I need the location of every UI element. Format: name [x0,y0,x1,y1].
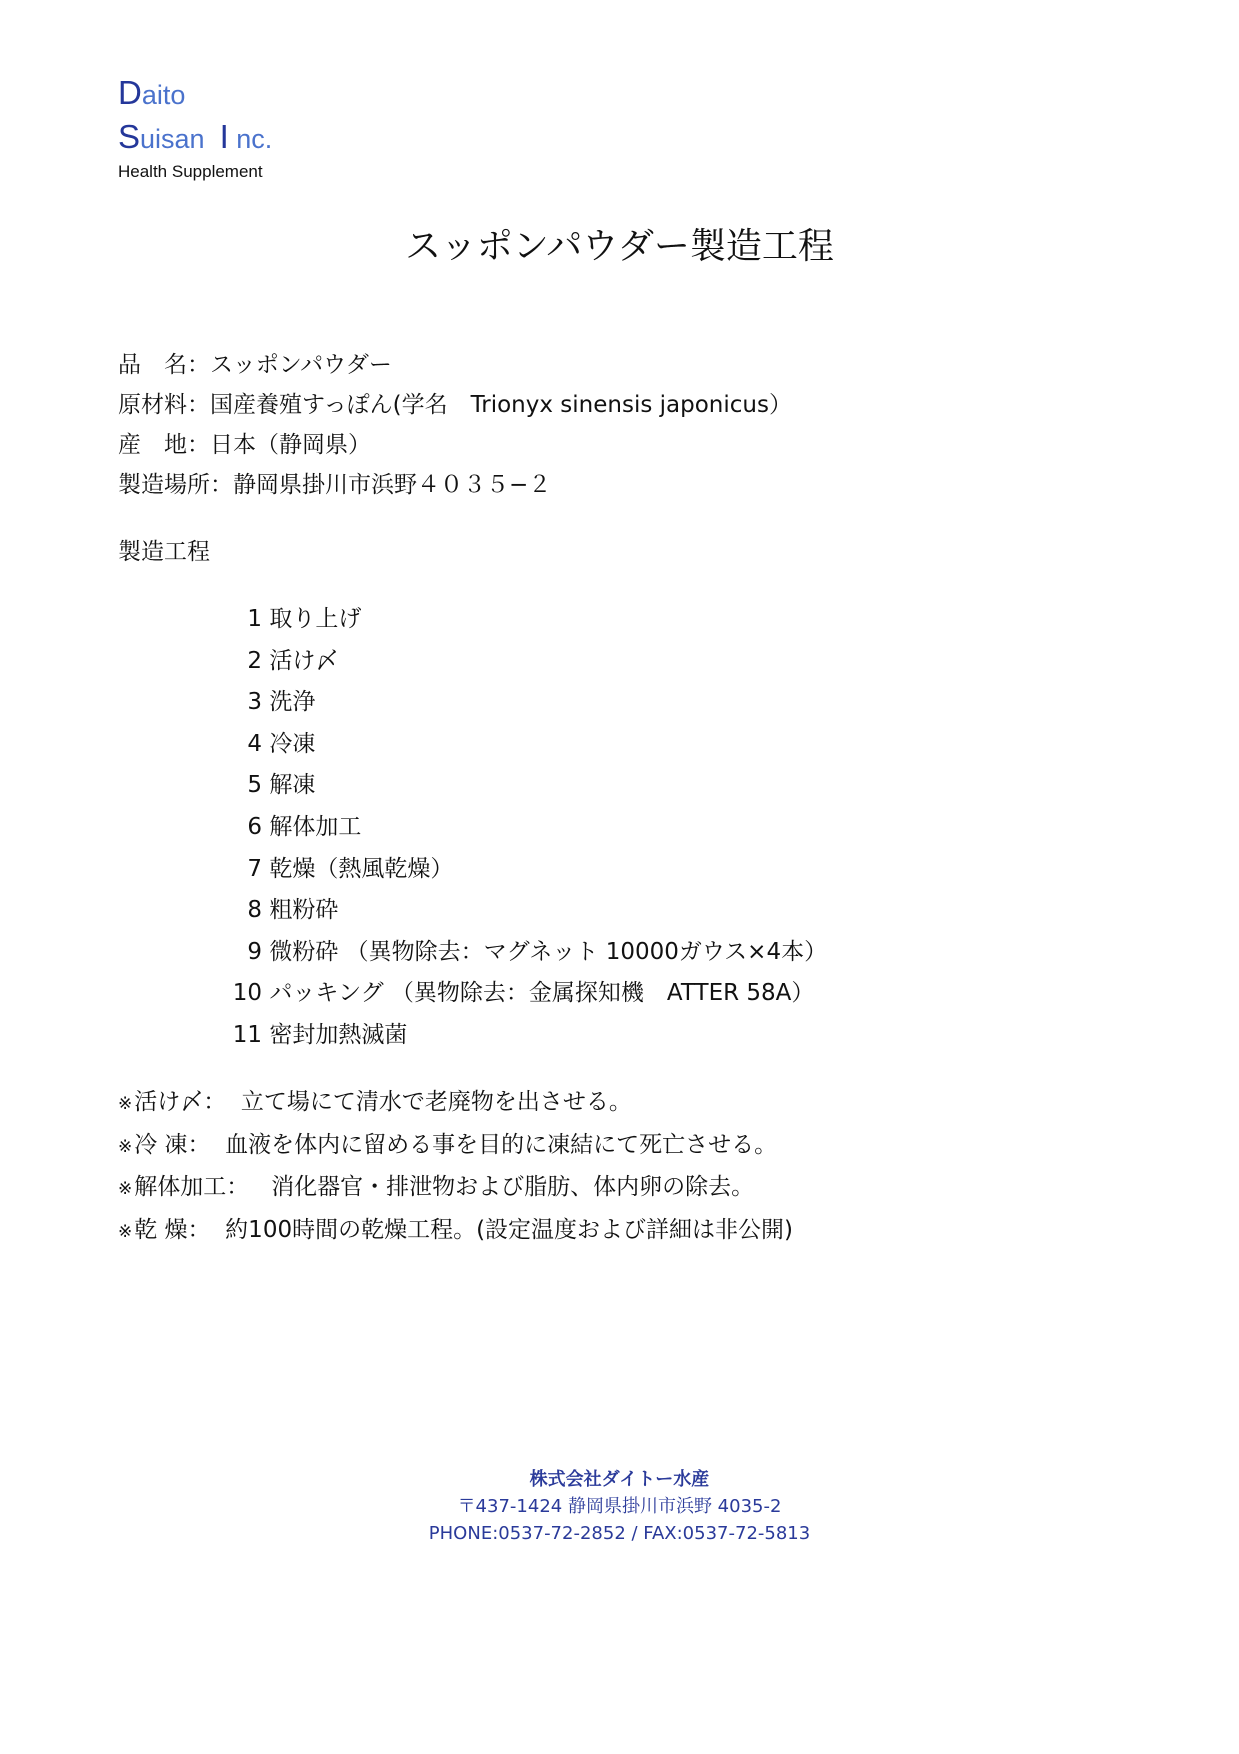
list-item [230,724,827,766]
list-item [230,599,827,641]
list-item [230,890,827,932]
page-title: スッポンパウダー製造工程 [405,226,834,267]
step-number: 3 [247,689,262,716]
list-item [230,932,827,974]
info-product-name: 品 名：スッポンパウダー [118,352,392,378]
note-item [118,1082,793,1125]
step-number: 11 [232,1021,262,1048]
company-logo [118,72,272,182]
note-item [118,1210,793,1253]
step-number: 5 [247,772,262,799]
logo-tagline: Health Supplement [118,162,263,181]
info-origin: 産 地：日本（静岡県） [118,432,371,458]
list-item [230,1015,827,1057]
product-info [118,345,792,505]
step-text: 解体加工 [269,813,362,840]
process-notes [118,1082,793,1252]
logo-line-daito: Daito [118,74,186,111]
step-text: 解凍 [269,772,316,799]
company-footer [0,1466,1239,1547]
step-number: 6 [247,813,262,840]
step-number: 1 [247,606,262,632]
step-number: 4 [247,730,262,757]
footer-company-name: 株式会社ダイトー水産 [529,1469,710,1490]
list-item [230,973,827,1015]
step-number: 2 [247,647,262,674]
step-text: 取り上げ [269,606,362,632]
list-item [230,807,827,849]
step-text: 乾燥（熱風乾燥） [269,855,454,882]
step-text: 粗粉砕 [269,897,339,924]
info-factory-location: 製造場所：静岡県掛川市浜野４０３５−２ [118,472,552,498]
step-number: 9 [247,938,262,965]
process-steps [230,599,827,1057]
logo-line-suisan: Suisan I nc. [118,118,273,155]
step-text: パッキング （異物除去：金属探知機 ATTER 58A） [269,980,815,1007]
step-number: 8 [247,897,262,924]
footer-address: 〒437-1424 静岡県掛川市浜野 4035-2 [457,1496,782,1517]
list-item [230,641,827,683]
note-mark: ※ [118,1136,133,1157]
note-item [118,1125,793,1168]
note-text: 乾 燥： 約100時間の乾燥工程。(設定温度および詳細は非公開) [134,1216,794,1243]
note-text: 冷 凍： 血液を体内に留める事を目的に凍結にて死亡させる。 [134,1131,778,1158]
section-heading: 製造工程 [118,539,210,565]
step-text: 冷凍 [269,730,316,757]
step-number: 10 [232,980,262,1007]
step-text: 微粉砕 （異物除去：マグネット 10000ガウス×4本） [269,938,828,965]
list-item [230,682,827,724]
list-item [230,849,827,891]
note-item [118,1167,793,1210]
note-mark: ※ [118,1221,133,1242]
note-mark: ※ [118,1094,133,1114]
list-item [230,765,827,807]
step-number: 7 [247,855,262,882]
note-text: 活け〆： 立て場にて清水で老廃物を出させる。 [134,1089,632,1115]
step-text: 活け〆 [269,647,339,674]
note-mark: ※ [118,1179,133,1199]
step-text: 洗浄 [269,689,316,716]
info-raw-material: 原材料：国産養殖すっぽん(学名 Trionyx sinensis japonicus） [118,392,792,418]
step-text: 密封加熱滅菌 [269,1021,408,1048]
note-text: 解体加工： 消化器官・排泄物および脂肪、体内卵の除去。 [134,1174,755,1200]
footer-contact: PHONE:0537-72-2852 / FAX:0537-72-5813 [428,1523,811,1544]
